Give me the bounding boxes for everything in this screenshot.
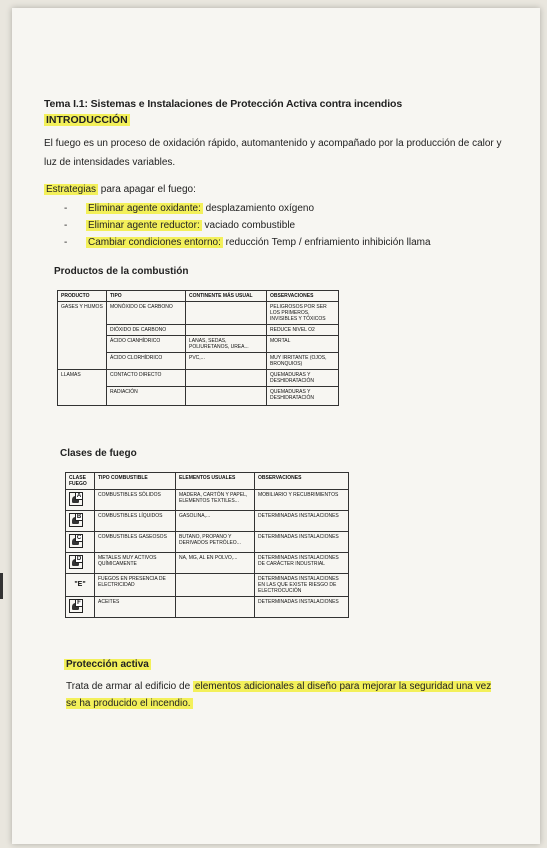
clases-table xyxy=(65,472,349,618)
fire-class-d-icon: D xyxy=(69,555,83,569)
list-item: - Cambiar condiciones entorno: reducción Temp / enfriamiento inhibición llama xyxy=(64,234,431,251)
proteccion-paragraph: Trata de armar al edificio de elementos adicionales al diseño para mejorar la seguridad una vez se ha producido el incendio. xyxy=(66,681,492,709)
table-row: LLAMAS CONTACTO DIRECTO QUEMADURAS Y DESHIDRATACIÓN xyxy=(58,370,339,387)
strategies-label: Estrategias xyxy=(46,184,97,195)
strategies-list xyxy=(64,200,431,251)
page-title: Tema I.1: Sistemas e Instalaciones de Protección Activa contra incendios xyxy=(44,98,403,110)
table-header-row: PRODUCTO TIPO CONTINENTE MÁS USUAL OBSERVACIONES xyxy=(58,291,339,302)
intro-heading: INTRODUCCIÓN xyxy=(46,114,128,126)
fire-class-b-icon: B xyxy=(69,513,83,527)
proteccion-heading: Protección activa xyxy=(66,659,149,670)
page-edge-mark xyxy=(0,573,3,599)
table-row: "E" FUEGOS EN PRESENCIA DE ELECTRICIDAD DETERMINADAS INSTALACIONES EN LAS QUE EXISTE RIESGO DE ELECTROCUCIÓN xyxy=(66,574,349,597)
fire-class-e-label: "E" xyxy=(66,574,95,597)
table-row: ÁCIDO CIANHÍDRICO LANAS, SEDAS, POLIURETANOS, UREA... MORTAL xyxy=(58,336,339,353)
table-header-row: CLASE FUEGO TIPO COMBUSTIBLE ELEMENTOS USUALES OBSERVACIONES xyxy=(66,473,349,490)
fire-class-c-icon: C xyxy=(69,534,83,548)
table-row: RADIACIÓN QUEMADURAS Y DESHIDRATACIÓN xyxy=(58,387,339,406)
productos-table xyxy=(57,290,339,406)
list-item: - Eliminar agente reductor: vaciado combustible xyxy=(64,217,431,234)
table-row: F ACEITES DETERMINADAS INSTALACIONES xyxy=(66,597,349,618)
table-row: GASES Y HUMOS MONÓXIDO DE CARBONO PELIGROSOS POR SER LOS PRIMEROS, INVISIBLES Y TÓXICOS xyxy=(58,302,339,325)
clases-heading: Clases de fuego xyxy=(60,448,137,459)
fire-class-f-icon: F xyxy=(69,599,83,613)
intro-paragraph: El fuego es un proceso de oxidación rápido, automantenido y acompañado por la producción de calor y luz de intensidades variables. xyxy=(44,138,502,168)
productos-heading: Productos de la combustión xyxy=(54,266,189,277)
table-row: C COMBUSTIBLES GASEOSOS BUTANO, PROPANO Y DERIVADOS PETRÓLEO... DETERMINADAS INSTALACIONES xyxy=(66,532,349,553)
table-row: D METALES MUY ACTIVOS QUÍMICAMENTE NA, MG, AL EN POLVO,... DETERMINADAS INSTALACIONES DE CARÁCTER INDUSTRIAL xyxy=(66,553,349,574)
document-page xyxy=(12,8,540,844)
strategies-line: Estrategias para apagar el fuego: xyxy=(46,184,196,195)
table-row: ÁCIDO CLORHÍDRICO PVC,... MUY IRRITANTE (OJOS, BRONQUIOS) xyxy=(58,353,339,370)
table-row: A COMBUSTIBLES SÓLIDOS MADERA, CARTÓN Y PAPEL, ELEMENTOS TEXTILES... MOBILIARIO Y RECUBRIMIENTOS xyxy=(66,490,349,511)
table-row: B COMBUSTIBLES LÍQUIDOS GASOLINA,... DETERMINADAS INSTALACIONES xyxy=(66,511,349,532)
table-row: DIÓXIDO DE CARBONO REDUCE NIVEL O2 xyxy=(58,325,339,336)
list-item: - Eliminar agente oxidante: desplazamiento oxígeno xyxy=(64,200,431,217)
fire-class-a-icon: A xyxy=(69,492,83,506)
